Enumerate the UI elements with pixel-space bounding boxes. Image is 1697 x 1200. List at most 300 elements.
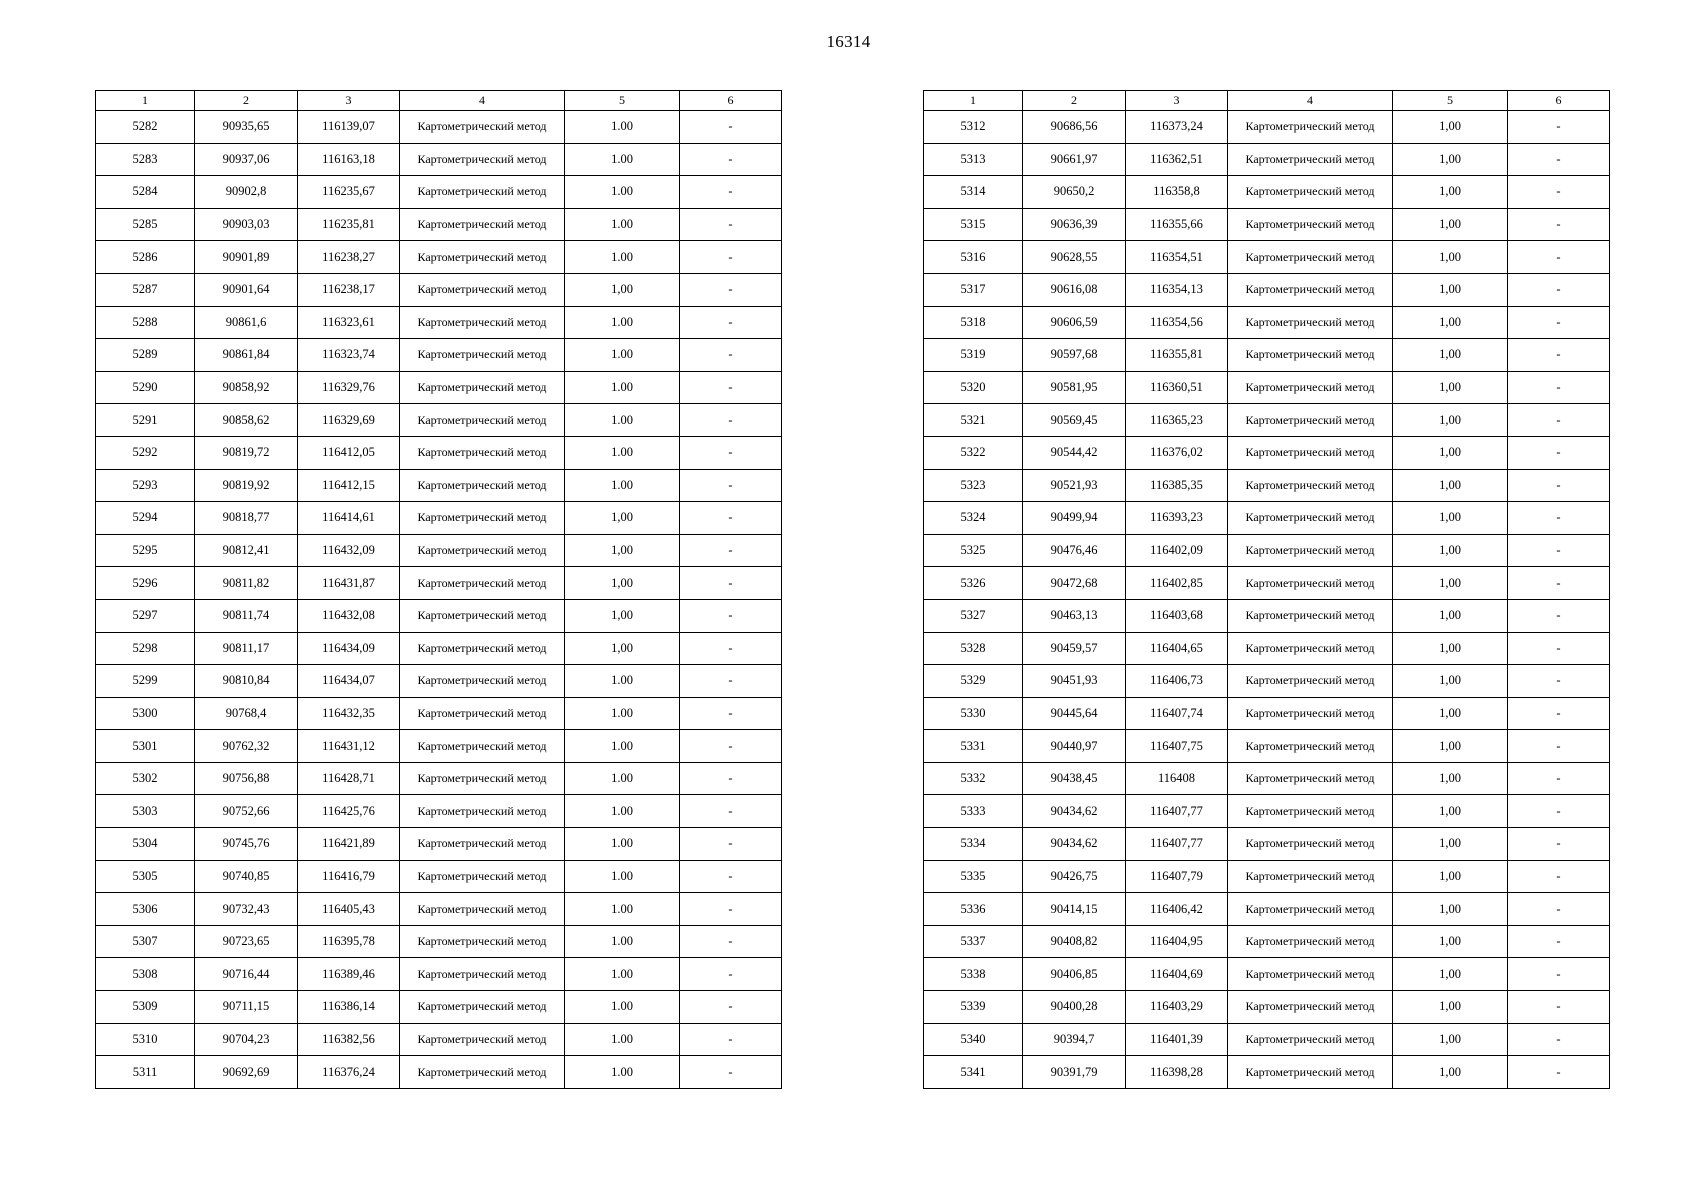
x-coordinate-cell: 90723,65 — [195, 925, 298, 958]
description-cell: - — [1508, 1023, 1610, 1056]
description-cell: - — [1508, 371, 1610, 404]
point-number-cell: 5313 — [924, 143, 1023, 176]
method-cell: Картометрический метод — [1228, 404, 1393, 437]
method-cell: Картометрический метод — [1228, 665, 1393, 698]
y-coordinate-cell: 116405,43 — [298, 893, 400, 926]
point-number-cell: 5301 — [96, 730, 195, 763]
y-coordinate-cell: 116362,51 — [1126, 143, 1228, 176]
accuracy-cell: 1,00 — [1393, 762, 1508, 795]
y-coordinate-cell: 116355,81 — [1126, 339, 1228, 372]
accuracy-cell: 1,00 — [1393, 925, 1508, 958]
point-number-cell: 5288 — [96, 306, 195, 339]
page-number: 16314 — [826, 32, 871, 51]
point-number-cell: 5292 — [96, 436, 195, 469]
y-coordinate-cell: 116398,28 — [1126, 1056, 1228, 1089]
y-coordinate-cell: 116323,74 — [298, 339, 400, 372]
method-cell: Картометрический метод — [400, 925, 565, 958]
description-cell: - — [1508, 893, 1610, 926]
column-header: 1 — [924, 91, 1023, 111]
description-cell: - — [680, 795, 782, 828]
table-row — [924, 404, 1610, 437]
description-cell: - — [1508, 208, 1610, 241]
y-coordinate-cell: 116403,29 — [1126, 991, 1228, 1024]
column-header: 4 — [400, 91, 565, 111]
table-row — [924, 469, 1610, 502]
point-number-cell: 5309 — [96, 991, 195, 1024]
x-coordinate-cell: 90434,62 — [1023, 795, 1126, 828]
table-row — [96, 762, 782, 795]
x-coordinate-cell: 90745,76 — [195, 828, 298, 861]
y-coordinate-cell: 116402,09 — [1126, 534, 1228, 567]
description-cell: - — [680, 436, 782, 469]
method-cell: Картометрический метод — [1228, 176, 1393, 209]
description-cell: - — [680, 469, 782, 502]
x-coordinate-cell: 90636,39 — [1023, 208, 1126, 241]
x-coordinate-cell: 90812,41 — [195, 534, 298, 567]
description-cell: - — [680, 371, 782, 404]
x-coordinate-cell: 90935,65 — [195, 111, 298, 144]
point-number-cell: 5318 — [924, 306, 1023, 339]
column-header: 2 — [195, 91, 298, 111]
accuracy-cell: 1,00 — [1393, 599, 1508, 632]
method-cell: Картометрический метод — [1228, 371, 1393, 404]
method-cell: Картометрический метод — [1228, 795, 1393, 828]
description-cell: - — [1508, 1056, 1610, 1089]
x-coordinate-cell: 90628,55 — [1023, 241, 1126, 274]
x-coordinate-cell: 90472,68 — [1023, 567, 1126, 600]
y-coordinate-cell: 116365,23 — [1126, 404, 1228, 437]
point-number-cell: 5303 — [96, 795, 195, 828]
description-cell: - — [1508, 176, 1610, 209]
x-coordinate-cell: 90499,94 — [1023, 502, 1126, 535]
table-row — [924, 306, 1610, 339]
point-number-cell: 5306 — [96, 893, 195, 926]
y-coordinate-cell: 116395,78 — [298, 925, 400, 958]
column-header: 5 — [1393, 91, 1508, 111]
table-row — [924, 632, 1610, 665]
table-row — [924, 534, 1610, 567]
table-row — [924, 762, 1610, 795]
y-coordinate-cell: 116432,08 — [298, 599, 400, 632]
x-coordinate-cell: 90650,2 — [1023, 176, 1126, 209]
x-coordinate-cell: 90434,62 — [1023, 828, 1126, 861]
method-cell: Картометрический метод — [1228, 241, 1393, 274]
x-coordinate-cell: 90661,97 — [1023, 143, 1126, 176]
x-coordinate-cell: 90756,88 — [195, 762, 298, 795]
y-coordinate-cell: 116407,77 — [1126, 795, 1228, 828]
table-row — [924, 371, 1610, 404]
method-cell: Картометрический метод — [400, 111, 565, 144]
x-coordinate-cell: 90740,85 — [195, 860, 298, 893]
description-cell: - — [680, 1056, 782, 1089]
accuracy-cell: 1.00 — [565, 893, 680, 926]
y-coordinate-cell: 116360,51 — [1126, 371, 1228, 404]
x-coordinate-cell: 90752,66 — [195, 795, 298, 828]
accuracy-cell: 1,00 — [1393, 893, 1508, 926]
point-number-cell: 5323 — [924, 469, 1023, 502]
description-cell: - — [1508, 599, 1610, 632]
column-header: 6 — [1508, 91, 1610, 111]
description-cell: - — [680, 208, 782, 241]
accuracy-cell: 1.00 — [565, 925, 680, 958]
point-number-cell: 5329 — [924, 665, 1023, 698]
point-number-cell: 5338 — [924, 958, 1023, 991]
y-coordinate-cell: 116389,46 — [298, 958, 400, 991]
table-body — [96, 111, 782, 1089]
x-coordinate-cell: 90937,06 — [195, 143, 298, 176]
method-cell: Картометрический метод — [1228, 893, 1393, 926]
point-number-cell: 5284 — [96, 176, 195, 209]
x-coordinate-cell: 90440,97 — [1023, 730, 1126, 763]
column-header: 3 — [298, 91, 400, 111]
method-cell: Картометрический метод — [400, 828, 565, 861]
accuracy-cell: 1,00 — [1393, 697, 1508, 730]
description-cell: - — [1508, 567, 1610, 600]
accuracy-cell: 1,00 — [1393, 632, 1508, 665]
column-header: 6 — [680, 91, 782, 111]
table-row — [96, 436, 782, 469]
table-row — [96, 143, 782, 176]
y-coordinate-cell: 116412,05 — [298, 436, 400, 469]
accuracy-cell: 1,00 — [1393, 860, 1508, 893]
y-coordinate-cell: 116355,66 — [1126, 208, 1228, 241]
table-row — [96, 697, 782, 730]
point-number-cell: 5304 — [96, 828, 195, 861]
accuracy-cell: 1.00 — [565, 241, 680, 274]
y-coordinate-cell: 116376,02 — [1126, 436, 1228, 469]
accuracy-cell: 1,00 — [1393, 436, 1508, 469]
accuracy-cell: 1,00 — [1393, 1023, 1508, 1056]
x-coordinate-cell: 90711,15 — [195, 991, 298, 1024]
point-number-cell: 5293 — [96, 469, 195, 502]
description-cell: - — [1508, 795, 1610, 828]
method-cell: Картометрический метод — [1228, 632, 1393, 665]
y-coordinate-cell: 116421,89 — [298, 828, 400, 861]
accuracy-cell: 1,00 — [1393, 991, 1508, 1024]
x-coordinate-cell: 90768,4 — [195, 697, 298, 730]
y-coordinate-cell: 116406,73 — [1126, 665, 1228, 698]
y-coordinate-cell: 116401,39 — [1126, 1023, 1228, 1056]
accuracy-cell: 1.00 — [565, 860, 680, 893]
point-number-cell: 5330 — [924, 697, 1023, 730]
y-coordinate-cell: 116431,87 — [298, 567, 400, 600]
accuracy-cell: 1,00 — [565, 599, 680, 632]
x-coordinate-cell: 90810,84 — [195, 665, 298, 698]
description-cell: - — [1508, 436, 1610, 469]
table-row — [96, 795, 782, 828]
x-coordinate-cell: 90692,69 — [195, 1056, 298, 1089]
description-cell: - — [680, 306, 782, 339]
description-cell: - — [1508, 143, 1610, 176]
description-cell: - — [1508, 697, 1610, 730]
description-cell: - — [680, 632, 782, 665]
y-coordinate-cell: 116354,13 — [1126, 273, 1228, 306]
point-number-cell: 5337 — [924, 925, 1023, 958]
x-coordinate-cell: 90581,95 — [1023, 371, 1126, 404]
description-cell: - — [1508, 534, 1610, 567]
description-cell: - — [680, 958, 782, 991]
table-row — [96, 371, 782, 404]
y-coordinate-cell: 116428,71 — [298, 762, 400, 795]
table-row — [924, 925, 1610, 958]
accuracy-cell: 1.00 — [565, 111, 680, 144]
table-row — [924, 893, 1610, 926]
method-cell: Картометрический метод — [1228, 958, 1393, 991]
description-cell: - — [680, 828, 782, 861]
point-number-cell: 5300 — [96, 697, 195, 730]
point-number-cell: 5331 — [924, 730, 1023, 763]
method-cell: Картометрический метод — [400, 1056, 565, 1089]
accuracy-cell: 1,00 — [1393, 1056, 1508, 1089]
column-header: 4 — [1228, 91, 1393, 111]
method-cell: Картометрический метод — [400, 697, 565, 730]
y-coordinate-cell: 116404,95 — [1126, 925, 1228, 958]
table-row — [96, 241, 782, 274]
accuracy-cell: 1.00 — [565, 828, 680, 861]
accuracy-cell: 1,00 — [565, 567, 680, 600]
table-row — [924, 339, 1610, 372]
table-row — [96, 1056, 782, 1089]
x-coordinate-cell: 90476,46 — [1023, 534, 1126, 567]
accuracy-cell: 1,00 — [565, 273, 680, 306]
table-row — [96, 1023, 782, 1056]
description-cell: - — [1508, 860, 1610, 893]
description-cell: - — [1508, 111, 1610, 144]
description-cell: - — [1508, 762, 1610, 795]
description-cell: - — [680, 599, 782, 632]
method-cell: Картометрический метод — [400, 502, 565, 535]
x-coordinate-cell: 90858,62 — [195, 404, 298, 437]
table-row — [96, 828, 782, 861]
table-row — [924, 208, 1610, 241]
method-cell: Картометрический метод — [1228, 1023, 1393, 1056]
method-cell: Картометрический метод — [1228, 306, 1393, 339]
y-coordinate-cell: 116329,69 — [298, 404, 400, 437]
point-number-cell: 5305 — [96, 860, 195, 893]
description-cell: - — [680, 502, 782, 535]
x-coordinate-cell: 90438,45 — [1023, 762, 1126, 795]
method-cell: Картометрический метод — [400, 273, 565, 306]
x-coordinate-cell: 90406,85 — [1023, 958, 1126, 991]
y-coordinate-cell: 116432,35 — [298, 697, 400, 730]
point-number-cell: 5285 — [96, 208, 195, 241]
method-cell: Картометрический метод — [1228, 925, 1393, 958]
table-row — [924, 1056, 1610, 1089]
y-coordinate-cell: 116238,27 — [298, 241, 400, 274]
table-header — [924, 91, 1610, 111]
description-cell: - — [1508, 958, 1610, 991]
point-number-cell: 5334 — [924, 828, 1023, 861]
method-cell: Картометрический метод — [400, 208, 565, 241]
x-coordinate-cell: 90811,82 — [195, 567, 298, 600]
y-coordinate-cell: 116358,8 — [1126, 176, 1228, 209]
table-row — [96, 599, 782, 632]
y-coordinate-cell: 116329,76 — [298, 371, 400, 404]
point-number-cell: 5322 — [924, 436, 1023, 469]
point-number-cell: 5291 — [96, 404, 195, 437]
method-cell: Картометрический метод — [1228, 469, 1393, 502]
y-coordinate-cell: 116434,09 — [298, 632, 400, 665]
point-number-cell: 5325 — [924, 534, 1023, 567]
accuracy-cell: 1,00 — [1393, 665, 1508, 698]
x-coordinate-cell: 90901,64 — [195, 273, 298, 306]
method-cell: Картометрический метод — [1228, 339, 1393, 372]
x-coordinate-cell: 90569,45 — [1023, 404, 1126, 437]
method-cell: Картометрический метод — [1228, 828, 1393, 861]
table-row — [924, 697, 1610, 730]
y-coordinate-cell: 116434,07 — [298, 665, 400, 698]
method-cell: Картометрический метод — [1228, 860, 1393, 893]
accuracy-cell: 1.00 — [565, 306, 680, 339]
table-row — [924, 599, 1610, 632]
point-number-cell: 5310 — [96, 1023, 195, 1056]
description-cell: - — [680, 893, 782, 926]
method-cell: Картометрический метод — [1228, 502, 1393, 535]
table-row — [924, 436, 1610, 469]
table-row — [96, 958, 782, 991]
method-cell: Картометрический метод — [400, 958, 565, 991]
description-cell: - — [680, 665, 782, 698]
y-coordinate-cell: 116385,35 — [1126, 469, 1228, 502]
y-coordinate-cell: 116407,74 — [1126, 697, 1228, 730]
column-header: 2 — [1023, 91, 1126, 111]
description-cell: - — [680, 991, 782, 1024]
table-row — [96, 208, 782, 241]
table-row — [96, 534, 782, 567]
method-cell: Картометрический метод — [1228, 273, 1393, 306]
point-number-cell: 5308 — [96, 958, 195, 991]
accuracy-cell: 1,00 — [1393, 828, 1508, 861]
x-coordinate-cell: 90408,82 — [1023, 925, 1126, 958]
description-cell: - — [680, 241, 782, 274]
x-coordinate-cell: 90597,68 — [1023, 339, 1126, 372]
method-cell: Картометрический метод — [1228, 208, 1393, 241]
description-cell: - — [680, 925, 782, 958]
description-cell: - — [1508, 502, 1610, 535]
table-row — [96, 502, 782, 535]
y-coordinate-cell: 116416,79 — [298, 860, 400, 893]
accuracy-cell: 1.00 — [565, 730, 680, 763]
method-cell: Картометрический метод — [400, 795, 565, 828]
description-cell: - — [680, 339, 782, 372]
x-coordinate-cell: 90704,23 — [195, 1023, 298, 1056]
y-coordinate-cell: 116408 — [1126, 762, 1228, 795]
table-row — [96, 730, 782, 763]
description-cell: - — [680, 730, 782, 763]
table-row — [924, 241, 1610, 274]
table-row — [96, 860, 782, 893]
y-coordinate-cell: 116425,76 — [298, 795, 400, 828]
column-header: 3 — [1126, 91, 1228, 111]
table-row — [924, 567, 1610, 600]
method-cell: Картометрический метод — [1228, 534, 1393, 567]
x-coordinate-cell: 90861,6 — [195, 306, 298, 339]
table-row — [96, 567, 782, 600]
point-number-cell: 5294 — [96, 502, 195, 535]
x-coordinate-cell: 90400,28 — [1023, 991, 1126, 1024]
y-coordinate-cell: 116238,17 — [298, 273, 400, 306]
accuracy-cell: 1.00 — [565, 795, 680, 828]
method-cell: Картометрический метод — [400, 860, 565, 893]
accuracy-cell: 1,00 — [1393, 795, 1508, 828]
x-coordinate-cell: 90716,44 — [195, 958, 298, 991]
y-coordinate-cell: 116235,67 — [298, 176, 400, 209]
x-coordinate-cell: 90544,42 — [1023, 436, 1126, 469]
point-number-cell: 5327 — [924, 599, 1023, 632]
accuracy-cell: 1.00 — [565, 371, 680, 404]
method-cell: Картометрический метод — [1228, 436, 1393, 469]
method-cell: Картометрический метод — [400, 665, 565, 698]
table-row — [924, 991, 1610, 1024]
y-coordinate-cell: 116402,85 — [1126, 567, 1228, 600]
point-number-cell: 5320 — [924, 371, 1023, 404]
column-header: 5 — [565, 91, 680, 111]
description-cell: - — [680, 176, 782, 209]
y-coordinate-cell: 116414,61 — [298, 502, 400, 535]
column-header: 1 — [96, 91, 195, 111]
accuracy-cell: 1.00 — [565, 176, 680, 209]
accuracy-cell: 1.00 — [565, 404, 680, 437]
point-number-cell: 5314 — [924, 176, 1023, 209]
point-number-cell: 5302 — [96, 762, 195, 795]
table-header — [96, 91, 782, 111]
method-cell: Картометрический метод — [400, 730, 565, 763]
y-coordinate-cell: 116139,07 — [298, 111, 400, 144]
coordinates-table-right — [923, 90, 1610, 1089]
accuracy-cell: 1,00 — [1393, 534, 1508, 567]
description-cell: - — [680, 697, 782, 730]
x-coordinate-cell: 90686,56 — [1023, 111, 1126, 144]
x-coordinate-cell: 90445,64 — [1023, 697, 1126, 730]
table-row — [924, 730, 1610, 763]
description-cell: - — [1508, 273, 1610, 306]
point-number-cell: 5299 — [96, 665, 195, 698]
point-number-cell: 5317 — [924, 273, 1023, 306]
accuracy-cell: 1,00 — [1393, 143, 1508, 176]
accuracy-cell: 1,00 — [1393, 111, 1508, 144]
point-number-cell: 5290 — [96, 371, 195, 404]
description-cell: - — [1508, 665, 1610, 698]
x-coordinate-cell: 90762,32 — [195, 730, 298, 763]
accuracy-cell: 1.00 — [565, 1056, 680, 1089]
method-cell: Картометрический метод — [1228, 697, 1393, 730]
y-coordinate-cell: 116406,42 — [1126, 893, 1228, 926]
method-cell: Картометрический метод — [1228, 111, 1393, 144]
x-coordinate-cell: 90811,74 — [195, 599, 298, 632]
point-number-cell: 5321 — [924, 404, 1023, 437]
method-cell: Картометрический метод — [1228, 730, 1393, 763]
table-row — [96, 991, 782, 1024]
description-cell: - — [1508, 306, 1610, 339]
x-coordinate-cell: 90521,93 — [1023, 469, 1126, 502]
y-coordinate-cell: 116354,51 — [1126, 241, 1228, 274]
method-cell: Картометрический метод — [1228, 143, 1393, 176]
y-coordinate-cell: 116373,24 — [1126, 111, 1228, 144]
point-number-cell: 5307 — [96, 925, 195, 958]
accuracy-cell: 1.00 — [565, 991, 680, 1024]
x-coordinate-cell: 90861,84 — [195, 339, 298, 372]
description-cell: - — [1508, 730, 1610, 763]
x-coordinate-cell: 90459,57 — [1023, 632, 1126, 665]
table-row — [924, 176, 1610, 209]
accuracy-cell: 1.00 — [565, 436, 680, 469]
point-number-cell: 5296 — [96, 567, 195, 600]
table-row — [96, 893, 782, 926]
y-coordinate-cell: 116323,61 — [298, 306, 400, 339]
method-cell: Картометрический метод — [400, 1023, 565, 1056]
point-number-cell: 5297 — [96, 599, 195, 632]
method-cell: Картометрический метод — [400, 306, 565, 339]
